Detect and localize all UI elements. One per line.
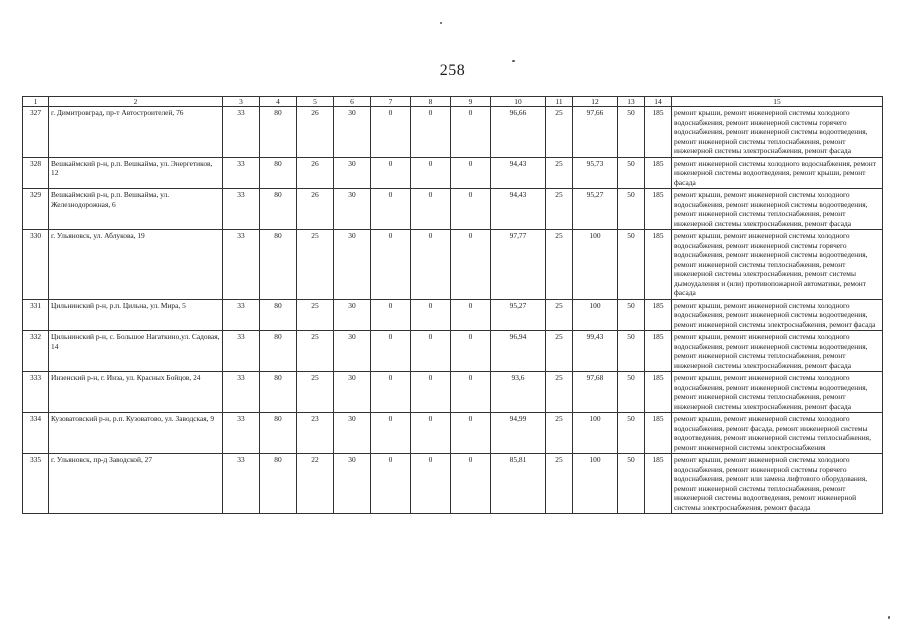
- column-header-10: 10: [491, 97, 546, 107]
- value-cell-c7: 0: [371, 331, 411, 372]
- column-header-6: 6: [334, 97, 371, 107]
- scan-speck: [888, 616, 890, 619]
- value-cell-c14: 185: [645, 230, 672, 300]
- column-header-14: 14: [645, 97, 672, 107]
- value-cell-c11: 25: [546, 157, 573, 189]
- value-cell-c4: 80: [260, 107, 297, 158]
- value-cell-c4: 80: [260, 331, 297, 372]
- value-cell-c12: 100: [573, 454, 618, 514]
- value-cell-c5: 26: [297, 107, 334, 158]
- value-cell-c4: 80: [260, 413, 297, 454]
- column-header-4: 4: [260, 97, 297, 107]
- value-cell-c11: 25: [546, 331, 573, 372]
- row-number-cell: 335: [23, 454, 49, 514]
- address-cell: Цильнинский р-н, р.п. Цильна, ул. Мира, 5: [49, 299, 223, 331]
- column-header-3: 3: [223, 97, 260, 107]
- table-row: [23, 189, 883, 230]
- value-cell-c13: 50: [618, 230, 645, 300]
- value-cell-c11: 25: [546, 107, 573, 158]
- value-cell-c5: 25: [297, 372, 334, 413]
- value-cell-c13: 50: [618, 372, 645, 413]
- column-header-15: 15: [672, 97, 883, 107]
- value-cell-c8: 0: [411, 189, 451, 230]
- value-cell-c9: 0: [451, 372, 491, 413]
- value-cell-c11: 25: [546, 299, 573, 331]
- value-cell-c9: 0: [451, 230, 491, 300]
- value-cell-c6: 30: [334, 189, 371, 230]
- value-cell-c3: 33: [223, 107, 260, 158]
- address-cell: г. Ульяновск, пр-д Заводской, 27: [49, 454, 223, 514]
- column-header-11: 11: [546, 97, 573, 107]
- value-cell-c6: 30: [334, 454, 371, 514]
- value-cell-c4: 80: [260, 230, 297, 300]
- value-cell-c11: 25: [546, 230, 573, 300]
- address-cell: Вешкаймский р-н, р.п. Вешкайма, ул. Железнодорожная, 6: [49, 189, 223, 230]
- row-number-cell: 329: [23, 189, 49, 230]
- value-cell-c9: 0: [451, 454, 491, 514]
- value-cell-c14: 185: [645, 372, 672, 413]
- value-cell-c13: 50: [618, 189, 645, 230]
- value-cell-c9: 0: [451, 107, 491, 158]
- address-cell: г. Димитровград, пр-т Автостроителей, 76: [49, 107, 223, 158]
- value-cell-c5: 26: [297, 157, 334, 189]
- value-cell-c3: 33: [223, 413, 260, 454]
- table-row: [23, 107, 883, 158]
- value-cell-c6: 30: [334, 107, 371, 158]
- value-cell-c8: 0: [411, 299, 451, 331]
- value-cell-c6: 30: [334, 157, 371, 189]
- value-cell-c10: 95,27: [491, 299, 546, 331]
- value-cell-c5: 25: [297, 331, 334, 372]
- value-cell-c7: 0: [371, 107, 411, 158]
- row-number-cell: 333: [23, 372, 49, 413]
- row-number-cell: 327: [23, 107, 49, 158]
- value-cell-c13: 50: [618, 107, 645, 158]
- works-cell: ремонт крыши, ремонт инженерной системы холодного водоснабжения, ремонт инженерной системы водоотведения, ремонт инженерной системы электроснабжения, ремонт фасада: [672, 299, 883, 331]
- table-body: [23, 107, 883, 514]
- value-cell-c10: 94,43: [491, 157, 546, 189]
- works-cell: ремонт крыши, ремонт инженерной системы холодного водоснабжения, ремонт инженерной системы водоотведения, ремонт инженерной системы теплоснабжения, ремонт инженерной системы электроснабжения, ремонт фасада: [672, 331, 883, 372]
- value-cell-c10: 96,94: [491, 331, 546, 372]
- row-number-cell: 328: [23, 157, 49, 189]
- value-cell-c4: 80: [260, 372, 297, 413]
- value-cell-c5: 22: [297, 454, 334, 514]
- value-cell-c9: 0: [451, 189, 491, 230]
- works-cell: ремонт крыши, ремонт инженерной системы холодного водоснабжения, ремонт инженерной системы водоотведения, ремонт инженерной системы теплоснабжения, ремонт инженерной системы электроснабжения, ремонт фасада: [672, 372, 883, 413]
- value-cell-c6: 30: [334, 230, 371, 300]
- column-header-7: 7: [371, 97, 411, 107]
- value-cell-c8: 0: [411, 454, 451, 514]
- value-cell-c11: 25: [546, 372, 573, 413]
- row-number-cell: 331: [23, 299, 49, 331]
- header-row: [23, 97, 883, 107]
- column-header-2: 2: [49, 97, 223, 107]
- value-cell-c3: 33: [223, 372, 260, 413]
- value-cell-c5: 25: [297, 299, 334, 331]
- address-cell: Инзенский р-н, г. Инза, ул. Красных Бойцов, 24: [49, 372, 223, 413]
- value-cell-c10: 85,81: [491, 454, 546, 514]
- works-cell: ремонт крыши, ремонт инженерной системы холодного водоснабжения, ремонт инженерной системы горячего водоснабжения, ремонт инженерной системы водоотведения, ремонт инженерной системы теплоснабжения, ремонт инженерной системы электроснабжения, ремонт фасада: [672, 107, 883, 158]
- table-row: [23, 413, 883, 454]
- value-cell-c14: 185: [645, 189, 672, 230]
- scan-speck: [440, 22, 442, 24]
- works-cell: ремонт крыши, ремонт инженерной системы холодного водоснабжения, ремонт инженерной системы водоотведения, ремонт инженерной системы теплоснабжения, ремонт инженерной системы электроснабжения, ремонт фасада: [672, 189, 883, 230]
- value-cell-c13: 50: [618, 454, 645, 514]
- value-cell-c13: 50: [618, 157, 645, 189]
- value-cell-c3: 33: [223, 299, 260, 331]
- value-cell-c7: 0: [371, 454, 411, 514]
- value-cell-c8: 0: [411, 413, 451, 454]
- value-cell-c3: 33: [223, 230, 260, 300]
- value-cell-c14: 185: [645, 454, 672, 514]
- value-cell-c8: 0: [411, 230, 451, 300]
- table-row: [23, 331, 883, 372]
- row-number-cell: 332: [23, 331, 49, 372]
- value-cell-c4: 80: [260, 157, 297, 189]
- value-cell-c7: 0: [371, 299, 411, 331]
- value-cell-c9: 0: [451, 331, 491, 372]
- row-number-cell: 330: [23, 230, 49, 300]
- value-cell-c14: 185: [645, 299, 672, 331]
- value-cell-c10: 96,66: [491, 107, 546, 158]
- table-row: [23, 230, 883, 300]
- value-cell-c14: 185: [645, 107, 672, 158]
- value-cell-c8: 0: [411, 157, 451, 189]
- value-cell-c9: 0: [451, 299, 491, 331]
- value-cell-c8: 0: [411, 107, 451, 158]
- value-cell-c4: 80: [260, 299, 297, 331]
- value-cell-c3: 33: [223, 189, 260, 230]
- value-cell-c3: 33: [223, 157, 260, 189]
- value-cell-c13: 50: [618, 413, 645, 454]
- value-cell-c10: 94,43: [491, 189, 546, 230]
- column-header-1: 1: [23, 97, 49, 107]
- value-cell-c14: 185: [645, 413, 672, 454]
- works-cell: ремонт крыши, ремонт инженерной системы холодного водоснабжения, ремонт фасада, ремонт инженерной системы водоотведения, ремонт инженерной системы теплоснабжения, ремонт инженерной системы электроснабжения: [672, 413, 883, 454]
- value-cell-c10: 94,99: [491, 413, 546, 454]
- address-cell: Кузоватовский р-н, р.п. Кузоватово, ул. Заводская, 9: [49, 413, 223, 454]
- value-cell-c6: 30: [334, 331, 371, 372]
- column-header-5: 5: [297, 97, 334, 107]
- value-cell-c5: 25: [297, 230, 334, 300]
- value-cell-c6: 30: [334, 299, 371, 331]
- works-cell: ремонт инженерной системы холодного водоснабжения, ремонт инженерной системы водоотведения, ремонт крыши, ремонт фасада: [672, 157, 883, 189]
- value-cell-c12: 97,68: [573, 372, 618, 413]
- value-cell-c12: 100: [573, 230, 618, 300]
- works-cell: ремонт крыши, ремонт инженерной системы холодного водоснабжения, ремонт инженерной системы горячего водоснабжения, ремонт или замена лифтового оборудования, ремонт инженерной системы теплоснабжения, ремонт инженерной системы водоотведения, ремонт инженерной системы электроснабжения, ремонт фасада: [672, 454, 883, 514]
- value-cell-c12: 97,66: [573, 107, 618, 158]
- column-header-13: 13: [618, 97, 645, 107]
- value-cell-c14: 185: [645, 157, 672, 189]
- value-cell-c3: 33: [223, 454, 260, 514]
- value-cell-c12: 99,43: [573, 331, 618, 372]
- value-cell-c12: 95,27: [573, 189, 618, 230]
- repair-register-table: [22, 96, 883, 514]
- value-cell-c5: 23: [297, 413, 334, 454]
- value-cell-c6: 30: [334, 372, 371, 413]
- value-cell-c11: 25: [546, 454, 573, 514]
- value-cell-c7: 0: [371, 189, 411, 230]
- works-cell: ремонт крыши, ремонт инженерной системы холодного водоснабжения, ремонт инженерной системы горячего водоснабжения, ремонт инженерной системы водоотведения, ремонт инженерной системы теплоснабжения, ремонт инженерной системы электроснабжения, ремонт системы дымоудаления и (или) противопожарной автоматики, ремонт фасада: [672, 230, 883, 300]
- value-cell-c12: 100: [573, 299, 618, 331]
- value-cell-c10: 97,77: [491, 230, 546, 300]
- table-row: [23, 372, 883, 413]
- value-cell-c11: 25: [546, 413, 573, 454]
- page-number: 258: [439, 62, 466, 79]
- column-header-12: 12: [573, 97, 618, 107]
- value-cell-c9: 0: [451, 413, 491, 454]
- value-cell-c4: 80: [260, 189, 297, 230]
- table-row: [23, 454, 883, 514]
- row-number-cell: 334: [23, 413, 49, 454]
- column-header-9: 9: [451, 97, 491, 107]
- value-cell-c4: 80: [260, 454, 297, 514]
- value-cell-c12: 100: [573, 413, 618, 454]
- value-cell-c9: 0: [451, 157, 491, 189]
- value-cell-c8: 0: [411, 372, 451, 413]
- table-row: [23, 299, 883, 331]
- value-cell-c12: 95,73: [573, 157, 618, 189]
- column-header-8: 8: [411, 97, 451, 107]
- value-cell-c7: 0: [371, 157, 411, 189]
- value-cell-c8: 0: [411, 331, 451, 372]
- value-cell-c14: 185: [645, 331, 672, 372]
- value-cell-c13: 50: [618, 299, 645, 331]
- value-cell-c13: 50: [618, 331, 645, 372]
- value-cell-c7: 0: [371, 372, 411, 413]
- address-cell: Вешкаймский р-н, р.п. Вешкайма, ул. Энергетиков, 12: [49, 157, 223, 189]
- value-cell-c7: 0: [371, 230, 411, 300]
- value-cell-c3: 33: [223, 331, 260, 372]
- address-cell: Цильнинский р-н, с. Большое Нагаткино,ул. Садовая, 14: [49, 331, 223, 372]
- address-cell: г. Ульяновск, ул. Аблукова, 19: [49, 230, 223, 300]
- value-cell-c10: 93,6: [491, 372, 546, 413]
- value-cell-c11: 25: [546, 189, 573, 230]
- value-cell-c6: 30: [334, 413, 371, 454]
- table-row: [23, 157, 883, 189]
- value-cell-c5: 26: [297, 189, 334, 230]
- value-cell-c7: 0: [371, 413, 411, 454]
